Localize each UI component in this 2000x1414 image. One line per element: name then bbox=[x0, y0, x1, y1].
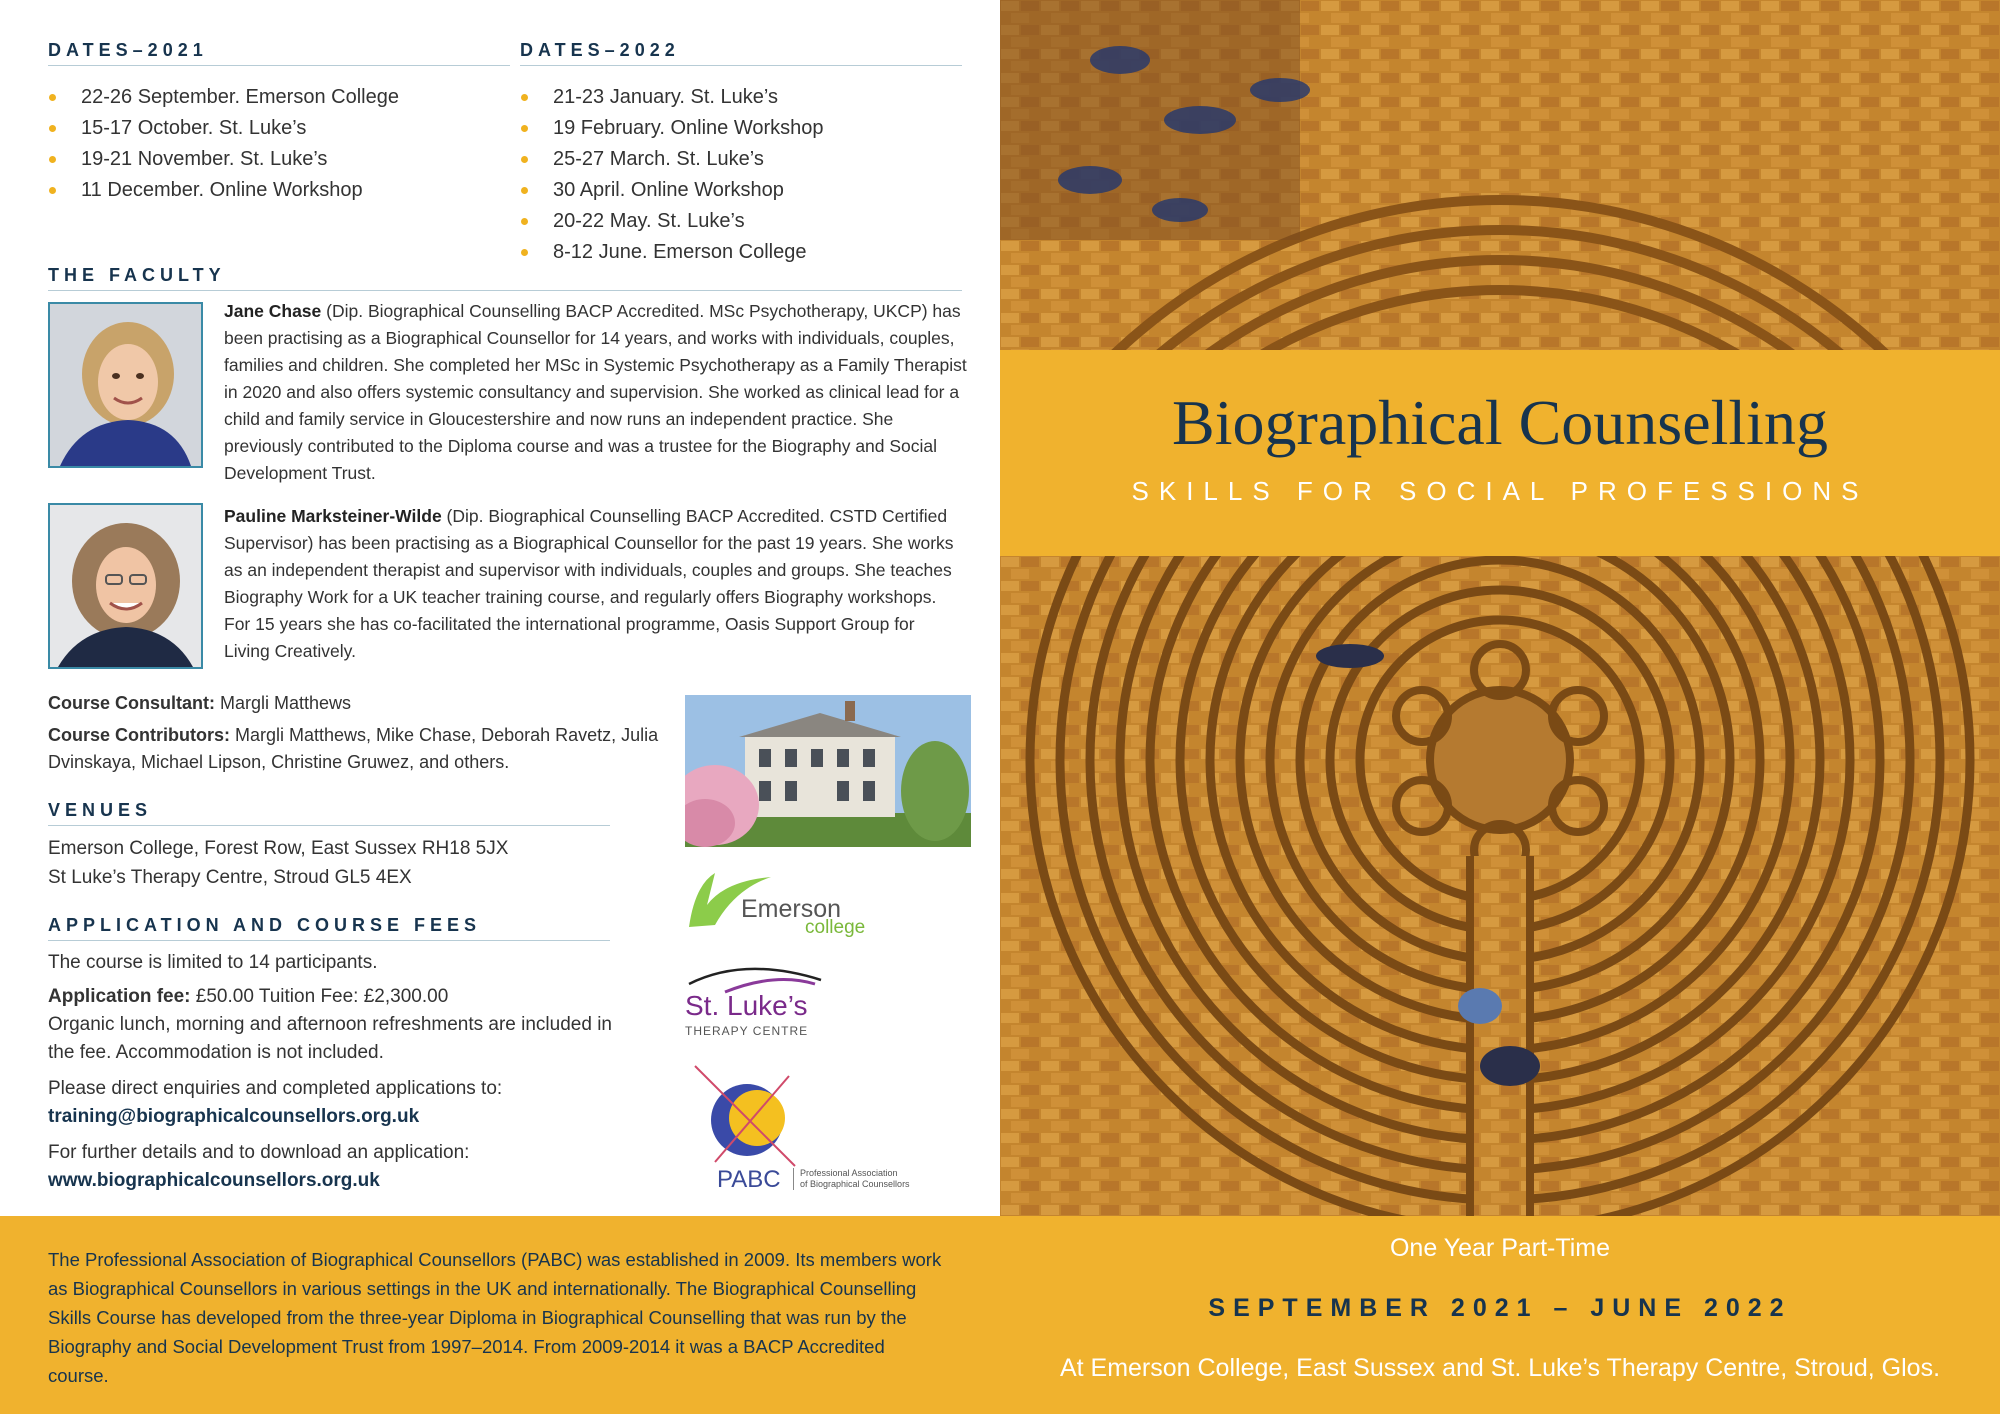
list-item: 19 February. Online Workshop bbox=[520, 113, 960, 144]
list-item: 20-22 May. St. Luke’s bbox=[520, 206, 960, 237]
course-dates: SEPTEMBER 2021 – JUNE 2022 bbox=[1208, 1294, 1792, 1322]
emerson-house-photo bbox=[685, 695, 971, 847]
list-item: 19-21 November. St. Luke’s bbox=[48, 144, 498, 175]
pabc-sub-line: Professional Association bbox=[800, 1168, 898, 1178]
dates-2021-list bbox=[48, 82, 498, 206]
contributors-value: Margli Matthews, Mike Chase, Deborah Ravetz, Julia Dvinskaya, Michael Lipson, Christine Gruwez, and others. bbox=[48, 725, 659, 772]
cover-photo-bottom bbox=[1000, 556, 2000, 1216]
venues-list bbox=[48, 834, 628, 892]
fees-section bbox=[48, 949, 618, 1195]
jane-chase-name: Jane Chase bbox=[224, 301, 322, 321]
labyrinth-icon bbox=[1000, 556, 2000, 1216]
pabc-logo-subtext bbox=[793, 1168, 910, 1190]
list-item: 30 April. Online Workshop bbox=[520, 175, 960, 206]
course-locations: At Emerson College, East Sussex and St. Luke’s Therapy Centre, Stroud, Glos. bbox=[1059, 1354, 1941, 1382]
pauline-bio bbox=[224, 503, 964, 665]
list-item: 8-12 June. Emerson College bbox=[520, 237, 960, 268]
portrait-icon bbox=[50, 505, 201, 667]
footer-band-right bbox=[1000, 1216, 2000, 1414]
st-lukes-logo bbox=[685, 962, 845, 1042]
list-item: 25-27 March. St. Luke’s bbox=[520, 144, 960, 175]
labyrinth-photo-icon bbox=[1000, 0, 2000, 350]
pauline-bio-text: (Dip. Biographical Counselling BACP Accredited. CSTD Certified Supervisor) has been practising as a Biographical Counsellor for the past 19 years. She works as an independent therapist and supervisor with individuals, couples and groups. She teaches Biography Work for a UK teacher training course, and regularly offers Biography workshops. For 15 years she has co-facilitated the international programme, Oasis Support Group for Living Creatively. bbox=[224, 506, 954, 661]
pauline-photo bbox=[48, 503, 203, 669]
fees-line bbox=[48, 983, 618, 1011]
faculty-heading: THE FACULTY bbox=[48, 265, 962, 291]
jane-chase-bio bbox=[224, 298, 970, 487]
consultant-label: Course Consultant: bbox=[48, 693, 216, 713]
participant-limit: The course is limited to 14 participants. bbox=[48, 952, 378, 973]
dates-2022-list bbox=[520, 82, 960, 268]
emerson-college-logo bbox=[685, 865, 895, 941]
list-item: 11 December. Online Workshop bbox=[48, 175, 498, 206]
dates-2021-heading: DATES–2021 bbox=[48, 40, 510, 66]
pauline-name: Pauline Marksteiner-Wilde bbox=[224, 506, 442, 526]
further-details-text: For further details and to download an application: bbox=[48, 1142, 470, 1163]
venue-line: St Luke’s Therapy Centre, Stroud GL5 4EX bbox=[48, 867, 412, 888]
pabc-logo bbox=[685, 1062, 925, 1198]
consultant-value: Margli Matthews bbox=[215, 693, 352, 713]
list-item: 21-23 January. St. Luke’s bbox=[520, 82, 960, 113]
title-band bbox=[1000, 350, 2000, 556]
fees-values: £50.00 Tuition Fee: £2,300.00 bbox=[190, 986, 449, 1007]
dates-2022-heading: DATES–2022 bbox=[520, 40, 962, 66]
portrait-icon bbox=[50, 304, 201, 466]
website-link[interactable]: www.biographicalcounsellors.org.uk bbox=[48, 1170, 380, 1191]
brochure-title: Biographical Counselling bbox=[1172, 387, 1828, 458]
list-item: 22-26 September. Emerson College bbox=[48, 82, 498, 113]
application-fee-label: Application fee: bbox=[48, 986, 191, 1007]
pabc-sub-line: of Biographical Counsellors bbox=[800, 1179, 910, 1189]
emerson-logo-text: Emerson bbox=[741, 895, 842, 923]
venues-heading: VENUES bbox=[48, 800, 610, 826]
pabc-description: The Professional Association of Biographical Counsellors (PABC) was established in 2009. Its members work as Biographical Counsellors in various settings in the UK and internationally. The Biographical Counselling Skills Course has developed from the three-year Diploma in Biographical Counselling that was run by the Biography and Social Development Trust from 1997–2014. From 2009-2014 it was a BACP Accredited course. bbox=[48, 1249, 942, 1386]
pabc-logo-text: PABC bbox=[717, 1166, 781, 1193]
cover-photo-top bbox=[1000, 0, 2000, 350]
fees-heading: APPLICATION AND COURSE FEES bbox=[48, 915, 610, 941]
email-link[interactable]: training@biographicalcounsellors.org.uk bbox=[48, 1106, 420, 1127]
lunch-note: Organic lunch, morning and afternoon refreshments are included in the fee. Accommodation is not included. bbox=[48, 1014, 612, 1063]
enquiries-text: Please direct enquiries and completed applications to: bbox=[48, 1078, 503, 1099]
list-item: 15-17 October. St. Luke’s bbox=[48, 113, 498, 144]
jane-chase-bio-text: (Dip. Biographical Counselling BACP Accredited. MSc Psychotherapy, UKCP) has been practising as a Biographical Counsellor for 14 years, and works with individuals, couples, families and children. She completed her MSc in Systemic Psychotherapy as a Family Therapist in 2020 and also offers systemic consultancy and supervision. She worked as clinical lead for a child and family service in Gloucestershire and now runs an independent practice. She previously contributed to the Diploma course and was a trustee for the Biography and Social Development Trust. bbox=[224, 301, 967, 483]
emerson-logo-subtext: college bbox=[805, 917, 866, 938]
house-photo-icon bbox=[685, 695, 971, 847]
st-lukes-logo-text: St. Luke’s bbox=[685, 990, 808, 1021]
venue-line: Emerson College, Forest Row, East Sussex RH18 5JX bbox=[48, 838, 509, 859]
jane-chase-photo bbox=[48, 302, 203, 468]
contributors-label: Course Contributors: bbox=[48, 725, 230, 745]
pabc-emblem-icon bbox=[685, 1062, 815, 1172]
course-consultant bbox=[48, 690, 668, 717]
course-duration: One Year Part-Time bbox=[1389, 1234, 1610, 1262]
brochure-subtitle: SKILLS FOR SOCIAL PROFESSIONS bbox=[1131, 476, 1869, 506]
st-lukes-logo-subtext: THERAPY CENTRE bbox=[685, 1024, 809, 1038]
course-contributors bbox=[48, 722, 674, 776]
